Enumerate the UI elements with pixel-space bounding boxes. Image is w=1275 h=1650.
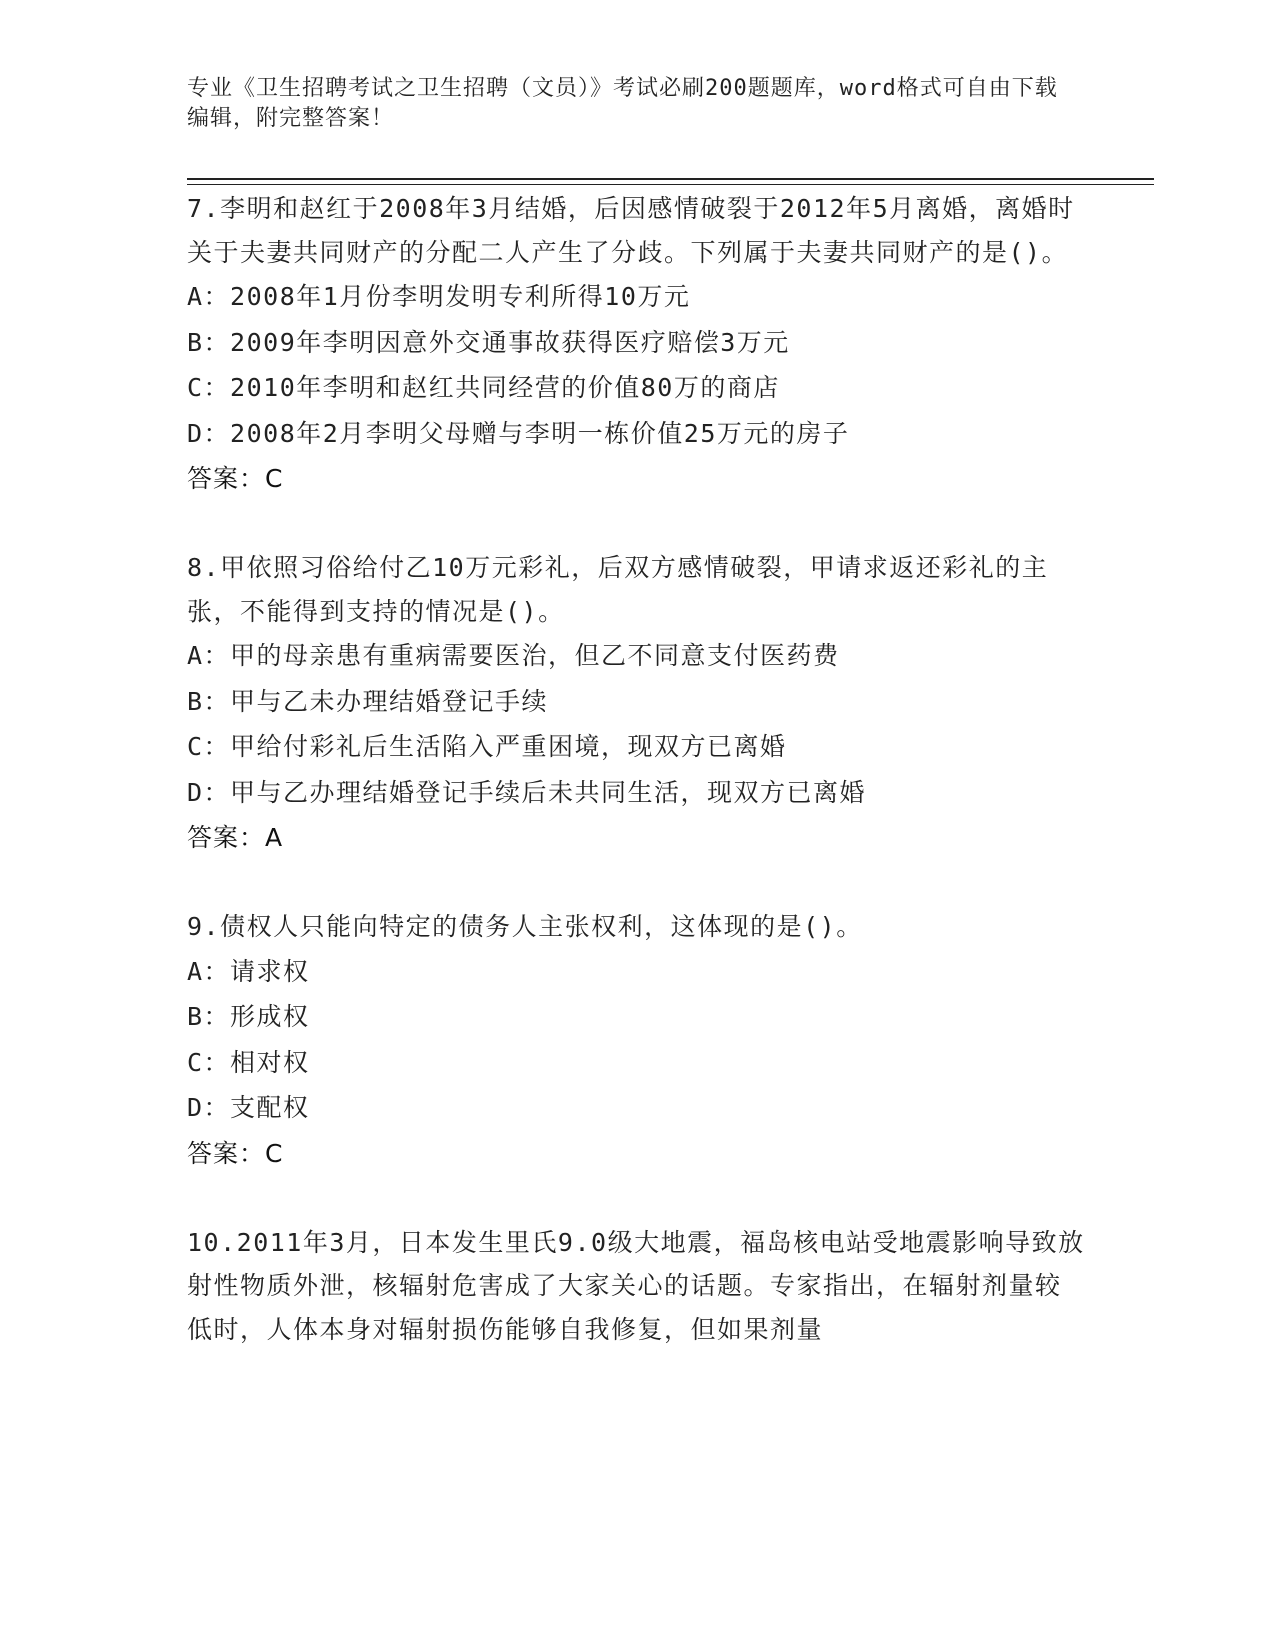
option-c: C：甲给付彩礼后生活陷入严重困境，现双方已离婚: [187, 732, 787, 761]
question-text: 10.2011年3月，日本发生里氏9.0级大地震，福岛核电站受地震影响导致放射性物质外泄，核辐射危害成了大家关心的话题。专家指出，在辐射剂量较低时，人体本身对辐射损伤能够自我修复，但如果剂量: [187, 1227, 1085, 1344]
option-a: A：甲的母亲患有重病需要医治，但乙不同意支付医药费: [187, 641, 840, 670]
header-divider-top: [187, 178, 1154, 180]
option-d: D：甲与乙办理结婚登记手续后未共同生活，现双方已离婚: [187, 777, 867, 807]
option-b: B：甲与乙未办理结婚登记手续: [187, 686, 549, 716]
answer-line: 答案：A: [187, 823, 284, 852]
question-10: [187, 1221, 1087, 1352]
option-c: C：相对权: [187, 1047, 310, 1077]
questions-list: [187, 187, 1087, 1396]
answer-line: 答案：C: [187, 464, 284, 493]
document-header: 专业《卫生招聘考试之卫生招聘（文员）》考试必刷200题题库，word格式可自由下载编辑，附完整答案！: [187, 76, 1058, 131]
question-8: [187, 546, 1087, 860]
header-divider-bottom: [187, 184, 1154, 185]
answer-line: 答案：C: [187, 1138, 284, 1168]
option-b: B：2009年李明因意外交通事故获得医疗赔偿3万元: [187, 327, 790, 357]
option-b: B：形成权: [187, 1002, 310, 1031]
option-c: C：2010年李明和赵红共同经营的价值80万的商店: [187, 373, 780, 402]
question-text: 9.债权人只能向特定的债务人主张权利，这体现的是()。: [187, 912, 863, 941]
question-9: [187, 905, 1087, 1176]
option-d: D：2008年2月李明父母赠与李明一栋价值25万元的房子: [187, 418, 850, 448]
option-a: A：2008年1月份李明发明专利所得10万元: [187, 282, 691, 311]
option-a: A：请求权: [187, 956, 310, 986]
question-text: 7.李明和赵红于2008年3月结婚，后因感情破裂于2012年5月离婚，离婚时关于夫妻共同财产的分配二人产生了分歧。下列属于夫妻共同财产的是()。: [187, 194, 1075, 267]
question-7: [187, 187, 1087, 501]
question-text: 8.甲依照习俗给付乙10万元彩礼，后双方感情破裂，甲请求返还彩礼的主张，不能得到支持的情况是()。: [187, 553, 1049, 626]
option-d: D：支配权: [187, 1093, 310, 1122]
